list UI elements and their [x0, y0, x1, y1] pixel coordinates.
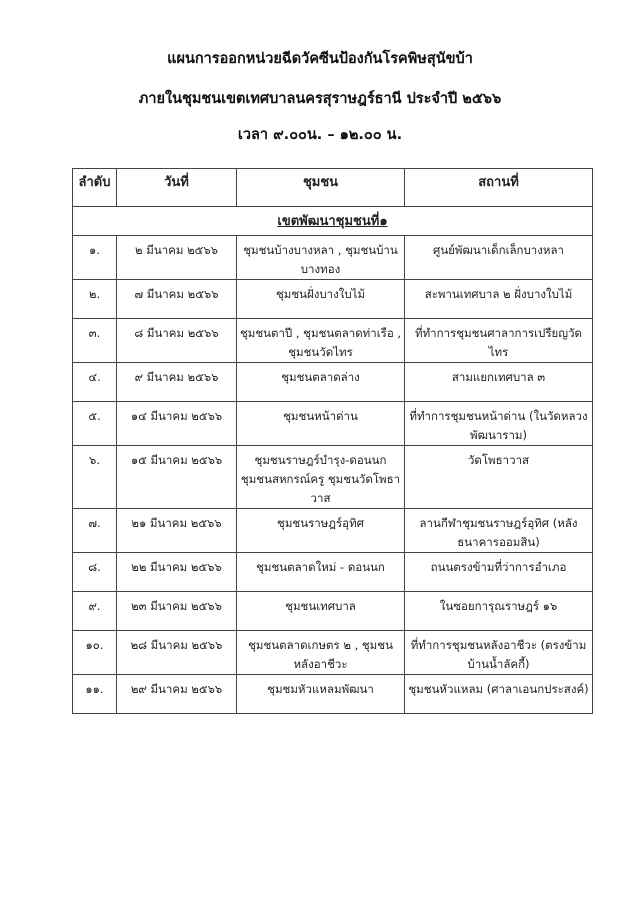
- table-row: [73, 631, 593, 675]
- cell-place: สามแยกเทศบาล ๓: [405, 363, 593, 402]
- cell-community: ชุมชนตลาดล่าง: [237, 363, 405, 402]
- cell-no: ๒.: [73, 280, 117, 319]
- cell-no: ๖.: [73, 446, 117, 509]
- document-time: เวลา ๙.๐๐น. – ๑๒.๐๐ น.: [237, 127, 403, 143]
- cell-community: ชุมชนตลาดใหม่ - ดอนนก: [237, 553, 405, 592]
- cell-date: ๙ มีนาคม ๒๕๖๖: [117, 363, 237, 402]
- cell-place: ที่ทำการชุมชนหน้าด่าน (ในวัดหลวงพัฒนาราม): [405, 402, 593, 446]
- cell-date: ๒๓ มีนาคม ๒๕๖๖: [117, 592, 237, 631]
- cell-place: ศูนย์พัฒนาเด็กเล็กบางหลา: [405, 236, 593, 280]
- cell-no: ๙.: [73, 592, 117, 631]
- header-date: วันที่: [117, 169, 237, 207]
- cell-no: ๓.: [73, 319, 117, 363]
- section-row: [73, 207, 593, 236]
- table-row: [73, 236, 593, 280]
- cell-date: ๗ มีนาคม ๒๕๖๖: [117, 280, 237, 319]
- cell-no: ๕.: [73, 402, 117, 446]
- cell-place: ลานกีฬาชุมชนราษฎร์อุทิศ (หลังธนาคารออมสิน): [405, 509, 593, 553]
- table-row: [73, 446, 593, 509]
- table-row: [73, 363, 593, 402]
- cell-no: ๑๐.: [73, 631, 117, 675]
- document-title: แผนการออกหน่วยฉีดวัคซีนป้องกันโรคพิษสุนัขบ้า: [167, 51, 473, 67]
- cell-community: ชุมชนตลาดเกษตร ๒ , ชุมชนหลังอาชีวะ: [237, 631, 405, 675]
- cell-date: ๑๔ มีนาคม ๒๕๖๖: [117, 402, 237, 446]
- header-community: ชุมชน: [237, 169, 405, 207]
- cell-community: ชุมชนหน้าด่าน: [237, 402, 405, 446]
- table-header: [73, 169, 593, 207]
- cell-no: ๘.: [73, 553, 117, 592]
- cell-date: ๒๑ มีนาคม ๒๕๖๖: [117, 509, 237, 553]
- table-row: [73, 553, 593, 592]
- cell-no: ๑๑.: [73, 675, 117, 714]
- header-place: สถานที่: [405, 169, 593, 207]
- table-row: [73, 280, 593, 319]
- cell-place: ที่ทำการชุมชนหลังอาชีวะ (ตรงข้ามบ้านน้ำลัคกี้): [405, 631, 593, 675]
- section-title: เขตพัฒนาชุมชนที่๑: [73, 207, 593, 236]
- cell-no: ๗.: [73, 509, 117, 553]
- header-no: ลำดับ: [73, 169, 117, 207]
- cell-no: ๔.: [73, 363, 117, 402]
- cell-place: ในซอยการุณราษฎร์ ๑๖: [405, 592, 593, 631]
- cell-community: ชุมชนเทศบาล: [237, 592, 405, 631]
- cell-date: ๒๙ มีนาคม ๒๕๖๖: [117, 675, 237, 714]
- cell-date: ๒๒ มีนาคม ๒๕๖๖: [117, 553, 237, 592]
- document-subtitle: ภายในชุมชนเขตเทศบาลนครสุราษฎร์ธานี ประจำปี ๒๕๖๖: [138, 91, 502, 107]
- cell-community: ชุมชมหัวแหลมพัฒนา: [237, 675, 405, 714]
- cell-community: ชุมชนราษฎร์บำรุง-ดอนนก ชุมชนสหกรณ์ครู ชุมชนวัดโพธาวาส: [237, 446, 405, 509]
- cell-place: ชุมชนหัวแหลม (ศาลาเอนกประสงค์): [405, 675, 593, 714]
- cell-no: ๑.: [73, 236, 117, 280]
- table-row: [73, 509, 593, 553]
- cell-place: วัดโพธาวาส: [405, 446, 593, 509]
- schedule-table: [72, 168, 593, 714]
- table-row: [73, 402, 593, 446]
- cell-community: ชุมชนบ้างบางหลา , ชุมชนบ้านบางทอง: [237, 236, 405, 280]
- table-row: [73, 675, 593, 714]
- cell-place: ถนนตรงข้ามที่ว่าการอำเภอ: [405, 553, 593, 592]
- cell-place: สะพานเทศบาล ๒ ฝั่งบางใบไม้: [405, 280, 593, 319]
- table-row: [73, 319, 593, 363]
- cell-date: ๘ มีนาคม ๒๕๖๖: [117, 319, 237, 363]
- cell-place: ที่ทำการชุมชนศาลาการเปรียญวัดไทร: [405, 319, 593, 363]
- cell-date: ๑๕ มีนาคม ๒๕๖๖: [117, 446, 237, 509]
- cell-date: ๒ มีนาคม ๒๕๖๖: [117, 236, 237, 280]
- table-row: [73, 592, 593, 631]
- cell-community: ชุมชนฝั่งบางใบไม้: [237, 280, 405, 319]
- cell-community: ชุมชนตาปี , ชุมชนตลาดท่าเรือ , ชุมชนวัดไทร: [237, 319, 405, 363]
- cell-community: ชุมชนราษฎร์อุทิศ: [237, 509, 405, 553]
- cell-date: ๒๘ มีนาคม ๒๕๖๖: [117, 631, 237, 675]
